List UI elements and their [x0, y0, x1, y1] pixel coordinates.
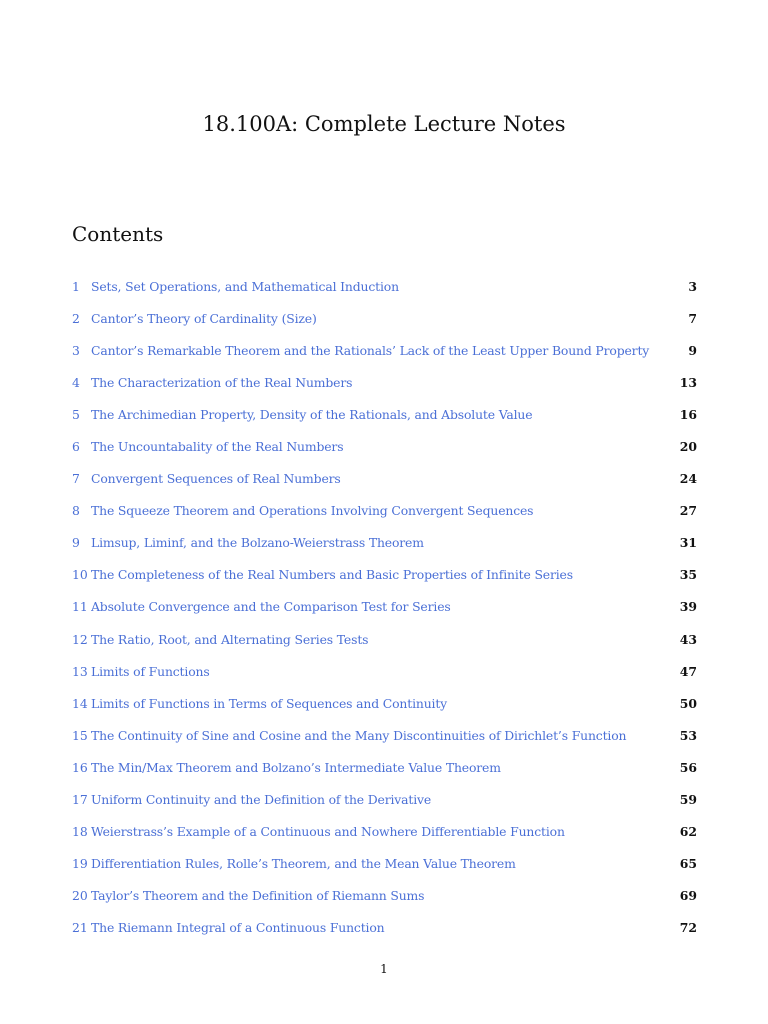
toc-entry-number[interactable]: 1	[72, 278, 80, 294]
toc-entry[interactable]	[72, 623, 697, 655]
toc-entry-link[interactable]: Limits of Functions	[91, 663, 210, 679]
toc-entry-number[interactable]: 4	[72, 374, 80, 390]
toc-entry[interactable]	[72, 527, 697, 559]
toc-entry-page[interactable]: 7	[688, 310, 697, 326]
toc-entry[interactable]	[72, 398, 697, 430]
toc-entry-page[interactable]: 35	[679, 567, 697, 583]
toc-entry[interactable]	[72, 880, 697, 912]
toc-entry[interactable]	[72, 463, 697, 495]
toc-entry-link[interactable]: Cantor’s Remarkable Theorem and the Rationals’ Lack of the Least Upper Bound Property	[91, 342, 650, 358]
toc-entry-link[interactable]: The Uncountabality of the Real Numbers	[91, 439, 344, 455]
toc-entry-page[interactable]: 24	[679, 471, 697, 487]
toc-entry-link[interactable]: The Riemann Integral of a Continuous Function	[91, 920, 385, 936]
toc-entry-number[interactable]: 11	[72, 599, 88, 615]
toc-entry-page[interactable]: 50	[679, 695, 697, 711]
toc-entry-number[interactable]: 9	[72, 535, 80, 551]
toc-entry-page[interactable]: 31	[679, 535, 697, 551]
toc-entry-page[interactable]: 16	[679, 406, 697, 422]
document-title: 18.100A: Complete Lecture Notes	[202, 112, 566, 136]
toc-entry-page[interactable]: 69	[679, 888, 697, 904]
toc-entry-link[interactable]: The Squeeze Theorem and Operations Involving Convergent Sequences	[91, 503, 534, 519]
toc-entry-number[interactable]: 6	[72, 439, 80, 455]
toc-entry-page[interactable]: 39	[679, 599, 697, 615]
toc-entry[interactable]	[72, 751, 697, 783]
toc-entry-link[interactable]: Sets, Set Operations, and Mathematical Induction	[91, 278, 399, 294]
toc-entry[interactable]	[72, 655, 697, 687]
toc-entry-number[interactable]: 13	[72, 663, 88, 679]
toc-entry-number[interactable]: 10	[72, 567, 88, 583]
toc-entry-link[interactable]: Cantor’s Theory of Cardinality (Size)	[91, 310, 317, 326]
toc-entry-page[interactable]: 13	[679, 374, 697, 390]
toc-entry-link[interactable]: The Archimedian Property, Density of the Rationals, and Absolute Value	[91, 406, 533, 422]
toc-entry-number[interactable]: 21	[72, 920, 88, 936]
toc-entry-link[interactable]: The Min/Max Theorem and Bolzano’s Intermediate Value Theorem	[91, 759, 501, 775]
toc-entry-page[interactable]: 47	[679, 663, 697, 679]
toc-entry-page[interactable]: 59	[679, 792, 697, 808]
toc-entry-number[interactable]: 18	[72, 824, 88, 840]
toc-entry-number[interactable]: 7	[72, 471, 80, 487]
toc-entry-link[interactable]: The Ratio, Root, and Alternating Series Tests	[91, 631, 369, 647]
toc-entry-number[interactable]: 15	[72, 727, 88, 743]
toc-entry[interactable]	[72, 912, 697, 944]
toc-entry[interactable]	[72, 719, 697, 751]
toc-entry-link[interactable]: Weierstrass’s Example of a Continuous and Nowhere Differentiable Function	[91, 824, 565, 840]
toc-entry[interactable]	[72, 495, 697, 527]
toc-entry[interactable]	[72, 591, 697, 623]
toc-entry[interactable]	[72, 366, 697, 398]
toc-entry-number[interactable]: 12	[72, 631, 88, 647]
toc-entry[interactable]	[72, 334, 697, 366]
toc-entry-link[interactable]: The Characterization of the Real Numbers	[91, 374, 353, 390]
toc-entry[interactable]	[72, 687, 697, 719]
toc-entry-link[interactable]: Convergent Sequences of Real Numbers	[91, 471, 341, 487]
toc-entry-page[interactable]: 20	[679, 439, 697, 455]
toc-entry-link[interactable]: Differentiation Rules, Rolle’s Theorem, and the Mean Value Theorem	[91, 856, 516, 872]
toc-entry[interactable]	[72, 848, 697, 880]
toc-entry-page[interactable]: 27	[679, 503, 697, 519]
toc-entry-number[interactable]: 20	[72, 888, 88, 904]
contents-heading: Contents	[72, 222, 164, 246]
toc-entry[interactable]	[72, 816, 697, 848]
toc-entry-page[interactable]: 53	[679, 727, 697, 743]
toc-entry-page[interactable]: 62	[679, 824, 697, 840]
toc-entry-number[interactable]: 19	[72, 856, 88, 872]
toc-entry-page[interactable]: 9	[688, 342, 697, 358]
toc-entry-link[interactable]: Limits of Functions in Terms of Sequences and Continuity	[91, 695, 448, 711]
toc-entry-link[interactable]: Limsup, Liminf, and the Bolzano-Weierstrass Theorem	[91, 535, 424, 551]
toc-entry-page[interactable]: 56	[679, 759, 697, 775]
toc-entry[interactable]	[72, 559, 697, 591]
table-of-contents	[72, 270, 697, 944]
toc-entry-number[interactable]: 17	[72, 792, 88, 808]
toc-entry-page[interactable]: 65	[679, 856, 697, 872]
toc-entry-number[interactable]: 3	[72, 342, 80, 358]
toc-entry[interactable]	[72, 784, 697, 816]
toc-entry-number[interactable]: 14	[72, 695, 88, 711]
toc-entry-link[interactable]: Uniform Continuity and the Definition of the Derivative	[91, 792, 432, 808]
toc-entry-link[interactable]: Absolute Convergence and the Comparison Test for Series	[91, 599, 451, 615]
toc-entry[interactable]	[72, 270, 697, 302]
toc-entry-number[interactable]: 8	[72, 503, 80, 519]
toc-entry-number[interactable]: 2	[72, 310, 80, 326]
toc-entry-page[interactable]: 72	[679, 920, 697, 936]
page-number: 1	[380, 962, 388, 976]
toc-entry-number[interactable]: 5	[72, 406, 80, 422]
toc-entry-page[interactable]: 43	[679, 631, 697, 647]
toc-entry-number[interactable]: 16	[72, 759, 88, 775]
toc-entry-page[interactable]: 3	[688, 278, 697, 294]
toc-entry-link[interactable]: Taylor’s Theorem and the Definition of Riemann Sums	[91, 888, 425, 904]
toc-entry[interactable]	[72, 430, 697, 462]
toc-entry-link[interactable]: The Continuity of Sine and Cosine and the Many Discontinuities of Dirichlet’s Function	[91, 727, 627, 743]
toc-entry[interactable]	[72, 302, 697, 334]
toc-entry-link[interactable]: The Completeness of the Real Numbers and Basic Properties of Infinite Series	[91, 567, 573, 583]
